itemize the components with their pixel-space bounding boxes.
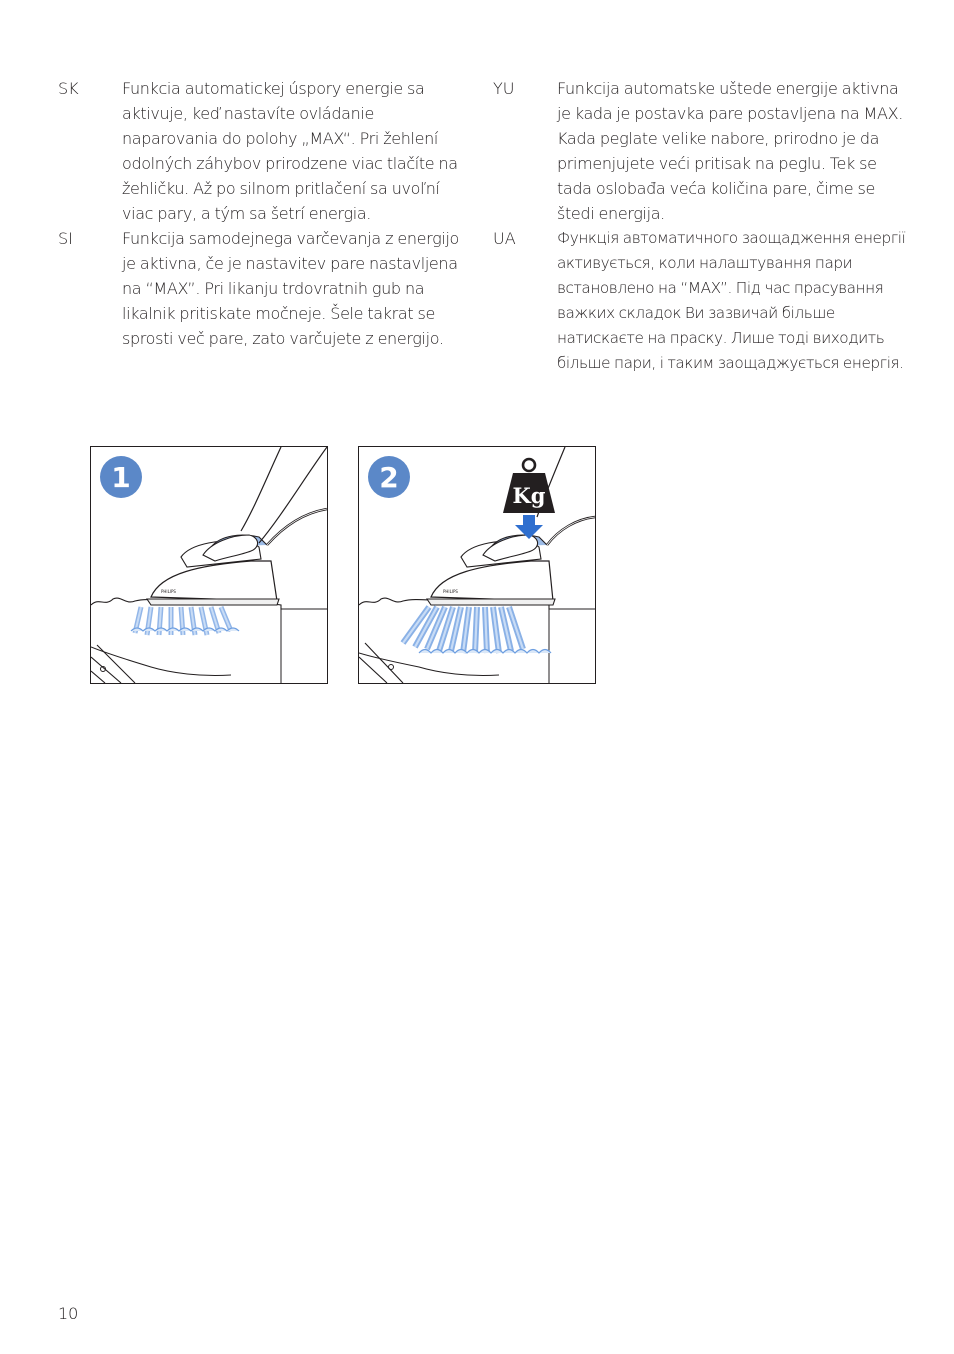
paragraph-yu: Funkcija automatske uštede energije aktivna je kada je postavka pare postavljena na MAX. Kada peglate velike nabore, prirodno je da primenjujete veći pritisak na peglu. Tek se tada oslobađa veća količina pare, čime se štedi energija. xyxy=(557,79,903,224)
language-code-sk: SK xyxy=(58,79,79,98)
weight-label: Kg xyxy=(512,483,546,508)
left-column xyxy=(58,76,478,351)
section-ua xyxy=(493,226,913,377)
illustration-iron-normal xyxy=(91,447,327,683)
step-number-1: 1 xyxy=(111,461,131,494)
fold-line xyxy=(91,647,231,676)
board-leg xyxy=(91,645,135,683)
paragraph-si: Funkcija samodejnega varčevanja z energijo je aktivna, če je nastavitev pare nastavljena na “MAX”. Pri likanju trdovratnih gub na likalnik pritiskate močneje. Šele takrat se sprosti več pare, zato varčujete z energijo. xyxy=(122,229,459,349)
right-column xyxy=(493,76,913,377)
steam-cloud xyxy=(419,650,551,654)
figure-2-max-steam-pressure xyxy=(358,446,596,684)
board-hinge xyxy=(389,665,394,670)
figure-1-normal-steam xyxy=(90,446,328,684)
step-number-2: 2 xyxy=(379,461,399,494)
language-code-si: SI xyxy=(58,229,73,248)
iron-brand: PHILIPS xyxy=(161,589,176,594)
steam-cloud xyxy=(131,628,239,631)
iron-soleplate xyxy=(427,599,555,605)
board-leg xyxy=(359,643,403,683)
iron-body xyxy=(431,561,553,601)
iron-body xyxy=(151,561,277,601)
fold-line xyxy=(359,653,499,676)
language-code-yu: YU xyxy=(493,79,515,98)
section-yu xyxy=(493,76,913,226)
iron-cord xyxy=(267,509,327,545)
steam-jets-strong xyxy=(403,607,523,653)
iron-brand: PHILIPS xyxy=(443,589,458,594)
page-number: 10 xyxy=(58,1304,79,1323)
language-code-ua: UA xyxy=(493,229,516,248)
section-sk xyxy=(58,76,478,226)
weight-ring xyxy=(523,459,535,471)
paragraph-ua: Функція автоматичного заощадження енергії активується, коли налаштування пари встановлено на “MAX”. Під час прасування важких складок Ви зазвичай більше натискаєте на праску. Лише тоді виходить більше пари, і таким заощаджується енергія. xyxy=(557,229,906,373)
paragraph-sk: Funkcia automatickej úspory energie sa aktivuje, keď nastavíte ovládanie naparovania do polohy „MAX“. Pri žehlení odolných záhybov prirodzene viac tlačíte na žehličku. Až po silnom pritlačení sa uvoľní viac pary, a tým sa šetrí energia. xyxy=(122,79,458,224)
iron-cord xyxy=(547,517,595,545)
illustration-iron-pressure xyxy=(359,447,595,683)
iron-soleplate xyxy=(147,599,279,605)
section-si xyxy=(58,226,478,351)
